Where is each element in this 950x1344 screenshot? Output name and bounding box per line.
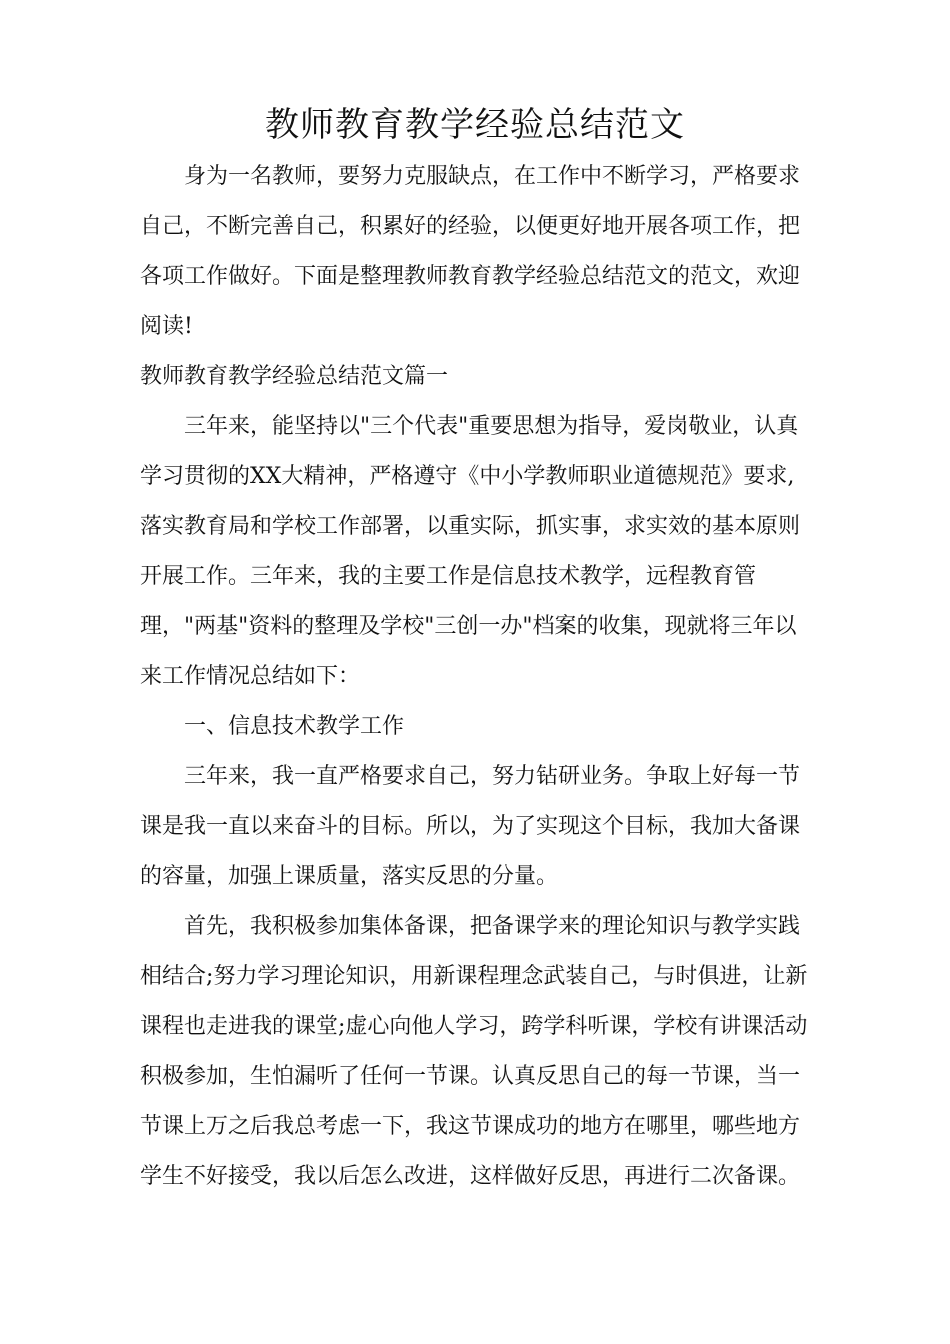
paragraph-line: 相结合;努力学习理论知识，用新课程理念武装自己，与时俱进，让新: [140, 964, 808, 989]
paragraph-line: 学生不好接受，我以后怎么改进，这样做好反思，再进行二次备课。: [140, 1164, 801, 1189]
paragraph-line: 课程也走进我的课堂;虚心向他人学习，跨学科听课，学校有讲课活动: [140, 1014, 808, 1039]
paragraph-line: 阅读!: [140, 314, 193, 339]
paragraph-line: 学习贯彻的XX大精神，严格遵守《中小学教师职业道德规范》要求,: [140, 464, 795, 489]
section-heading: 教师教育教学经验总结范文篇一: [140, 364, 449, 389]
paragraph-line: 首先，我积极参加集体备课，把备课学来的理论知识与教学实践: [184, 914, 801, 939]
paragraph-line: 落实教育局和学校工作部署，以重实际，抓实事，求实效的基本原则: [140, 514, 801, 539]
paragraph-line: 自己，不断完善自己，积累好的经验，以便更好地开展各项工作，把: [140, 214, 801, 239]
paragraph-line: 开展工作。三年来，我的主要工作是信息技术教学，远程教育管: [140, 564, 757, 589]
paragraph-line: 节课上万之后我总考虑一下，我这节课成功的地方在哪里，哪些地方: [140, 1114, 801, 1139]
paragraph-line: 积极参加，生怕漏听了任何一节课。认真反思自己的每一节课，当一: [140, 1064, 801, 1089]
paragraph-line: 课是我一直以来奋斗的目标。所以，为了实现这个目标，我加大备课: [140, 814, 801, 839]
paragraph-line: 身为一名教师，要努力克服缺点，在工作中不断学习，严格要求: [184, 164, 801, 189]
paragraph-line: 的容量，加强上课质量，落实反思的分量。: [140, 864, 559, 889]
paragraph-line: 三年来，我一直严格要求自己，努力钻研业务。争取上好每一节: [184, 764, 801, 789]
paragraph-line: 三年来，能坚持以"三个代表"重要思想为指导，爱岗敬业，认真: [184, 414, 799, 439]
subsection-heading: 一、信息技术教学工作: [184, 714, 405, 739]
paragraph-line: 理，"两基"资料的整理及学校"三创一办"档案的收集，现就将三年以: [140, 614, 797, 639]
document-title: 教师教育教学经验总结范文: [265, 105, 685, 145]
paragraph-line: 各项工作做好。下面是整理教师教育教学经验总结范文的范文，欢迎: [140, 264, 801, 289]
paragraph-line: 来工作情况总结如下：: [140, 664, 361, 689]
